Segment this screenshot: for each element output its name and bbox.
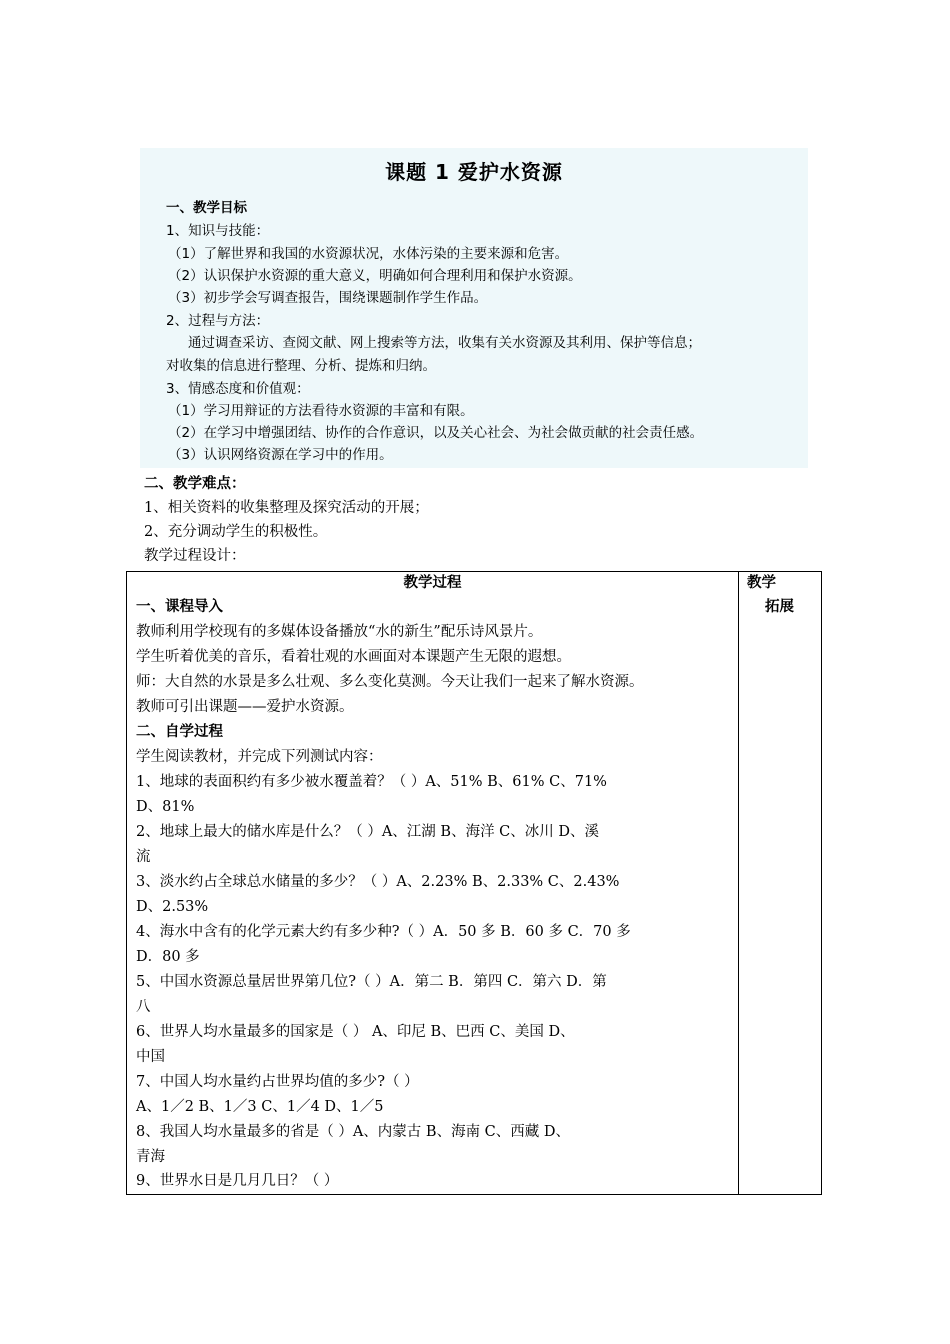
objectives-heading: 一、教学目标 (166, 200, 247, 216)
question-9-line-1: 9、世界水日是几月几日？（ ） (136, 1173, 339, 1189)
selfstudy-intro: 学生阅读教材，并完成下列测试内容： (136, 749, 383, 765)
knowledge-item-1: （1）了解世界和我国的水资源状况，水体污染的主要来源和危害。 (168, 246, 569, 262)
page-title: 课题 1 爱护水资源 (385, 160, 563, 184)
question-1-line-2: D、81% (136, 799, 195, 815)
section-selfstudy-heading: 二、自学过程 (136, 724, 223, 740)
design-label: 教学过程设计： (144, 548, 246, 564)
question-8-line-2: 青海 (136, 1149, 165, 1165)
extension-column-header-line2: 拓展 (765, 599, 794, 615)
question-4-line-1: 4、海水中含有的化学元素大约有多少种?（ ）A．50 多 B．60 多 C．70 多 (136, 924, 631, 940)
knowledge-item-3: （3）初步学会写调查报告，围绕课题制作学生作品。 (168, 290, 488, 306)
question-6-line-1: 6、世界人均水量最多的国家是（ ） A、印尼 B、巴西 C、美国 D、 (136, 1024, 575, 1040)
question-3-line-2: D、2.53% (136, 899, 209, 915)
emotion-item-3: （3）认识网络资源在学习中的作用。 (168, 447, 393, 463)
question-2-line-1: 2、地球上最大的储水库是什么？（ ）A、江湖 B、海洋 C、冰川 D、溪 (136, 824, 600, 840)
process-line-2: 对收集的信息进行整理、分析、提炼和归纳。 (166, 358, 436, 374)
difficulty-item-1: 1、相关资料的收集整理及探究活动的开展； (144, 500, 429, 516)
intro-line-4: 教师可引出课题——爱护水资源。 (136, 699, 354, 715)
emotion-item-2: （2）在学习中增强团结、协作的合作意识，以及关心社会、为社会做贡献的社会责任感。 (168, 425, 704, 441)
question-5-line-2: 八 (136, 999, 151, 1015)
knowledge-item-2: （2）认识保护水资源的重大意义，明确如何合理利用和保护水资源。 (168, 268, 582, 284)
difficulties-heading: 二、教学难点： (144, 476, 246, 492)
extension-column-header-line1: 教学 (747, 575, 776, 591)
question-8-line-1: 8、我国人均水量最多的省是（ ）A、内蒙古 B、海南 C、西藏 D、 (136, 1124, 571, 1140)
question-7-line-2: A、1／2 B、1／3 C、1／4 D、1／5 (136, 1099, 384, 1115)
process-line-1: 通过调查采访、查阅文献、网上搜索等方法，收集有关水资源及其利用、保护等信息； (188, 335, 701, 351)
question-6-line-2: 中国 (136, 1049, 165, 1065)
question-7-line-1: 7、中国人均水量约占世界均值的多少?（ ） (136, 1074, 419, 1090)
process-column-header: 教学过程 (403, 575, 462, 591)
process-heading: 2、过程与方法： (166, 313, 270, 329)
question-2-line-2: 流 (136, 849, 151, 865)
intro-line-1: 教师利用学校现有的多媒体设备播放“水的新生”配乐诗风景片。 (136, 624, 543, 640)
question-5-line-1: 5、中国水资源总量居世界第几位?（ ）A．第二 B．第四 C．第六 D．第 (136, 974, 607, 990)
question-4-line-2: D．80 多 (136, 949, 200, 965)
emotion-item-1: （1）学习用辩证的方法看待水资源的丰富和有限。 (168, 403, 474, 419)
section-intro-heading: 一、课程导入 (136, 599, 223, 615)
teaching-process-table (126, 571, 822, 1195)
column-divider (738, 572, 739, 1194)
intro-line-2: 学生听着优美的音乐，看着壮观的水画面对本课题产生无限的遐想。 (136, 649, 571, 665)
knowledge-heading: 1、知识与技能： (166, 223, 270, 239)
question-1-line-1: 1、地球的表面积约有多少被水覆盖着？（ ）A、51% B、61% C、71% (136, 774, 607, 790)
scanned-objectives-image (140, 148, 808, 468)
emotion-heading: 3、情感态度和价值观： (166, 381, 310, 397)
difficulty-item-2: 2、充分调动学生的积极性。 (144, 524, 328, 540)
question-3-line-1: 3、淡水约占全球总水储量的多少？（ ）A、2.23% B、2.33% C、2.43% (136, 874, 620, 890)
intro-line-3: 师：大自然的水景是多么壮观、多么变化莫测。今天让我们一起来了解水资源。 (136, 674, 644, 690)
